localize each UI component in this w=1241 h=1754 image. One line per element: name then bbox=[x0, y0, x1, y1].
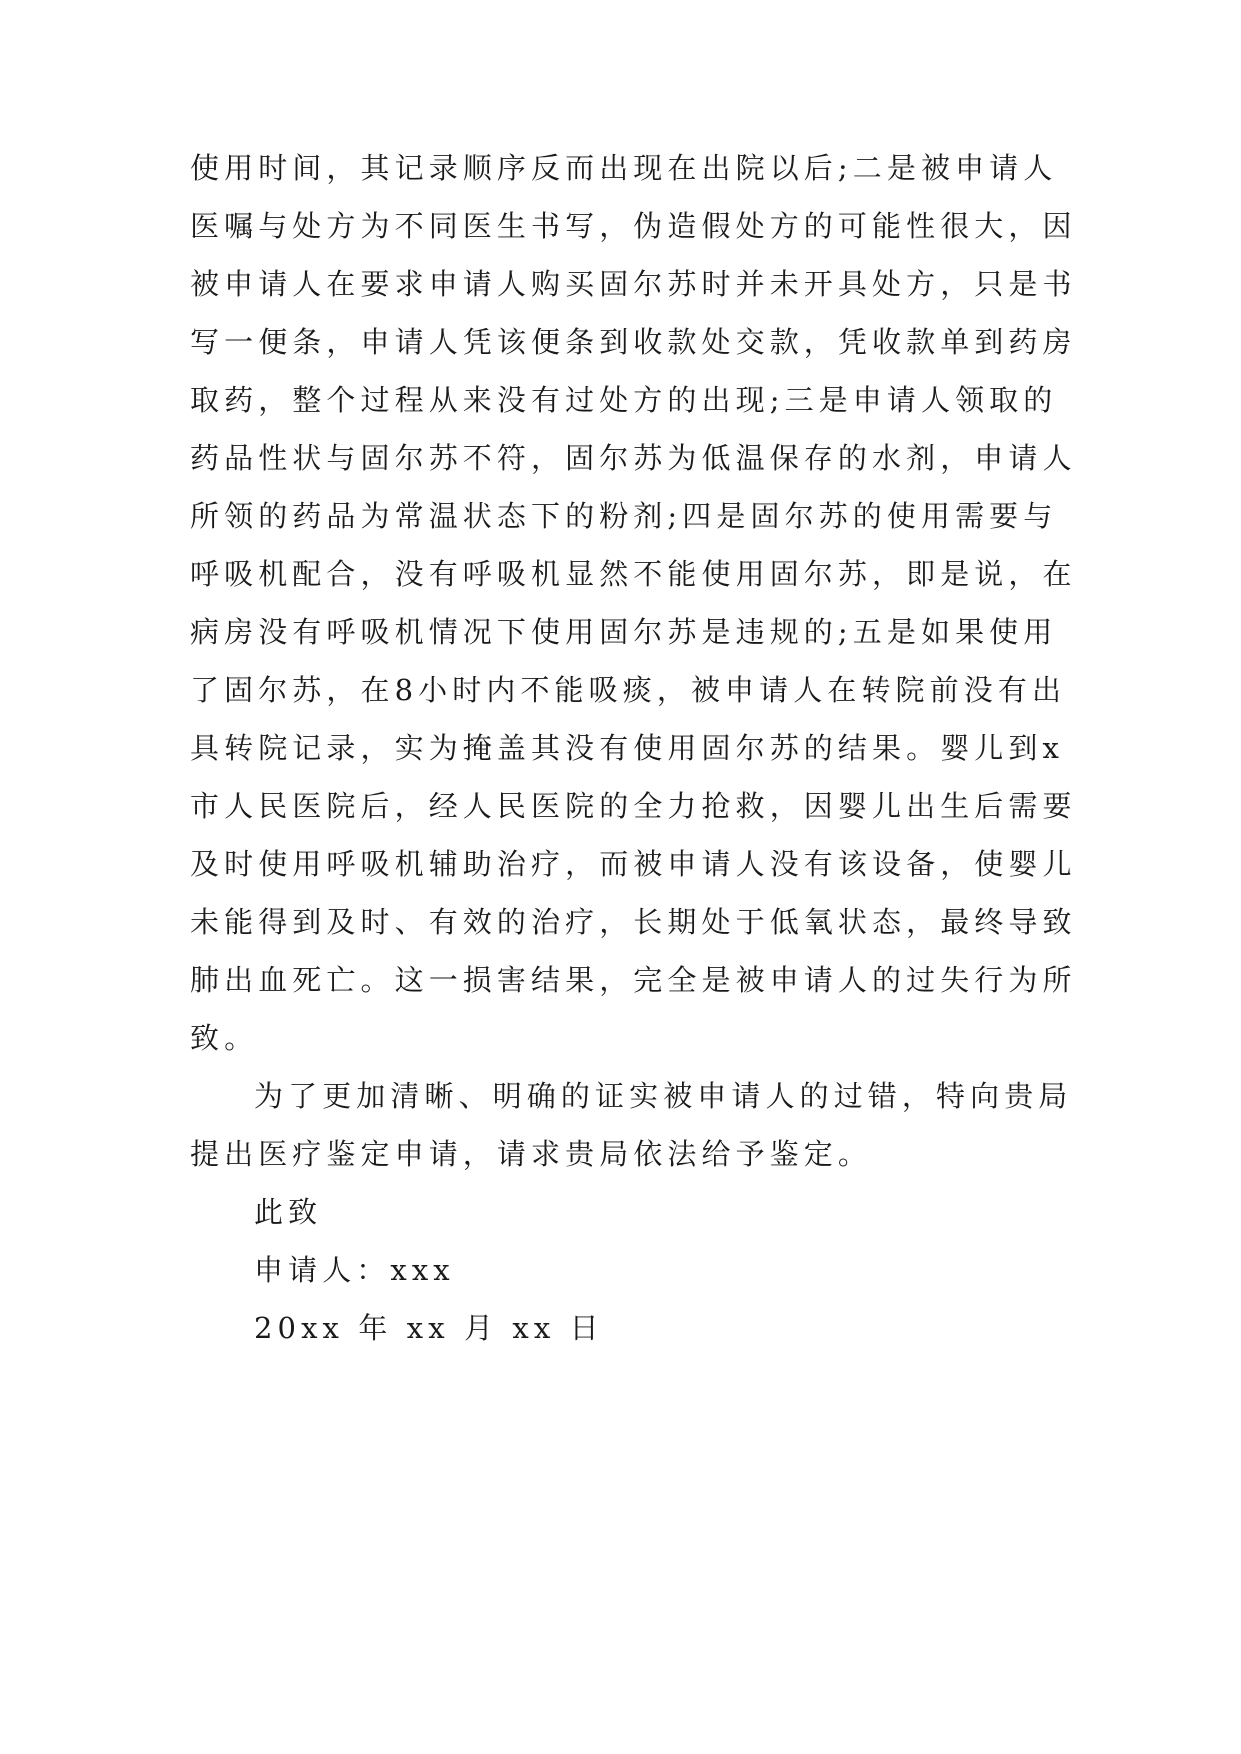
closing-paragraph bbox=[190, 1067, 1073, 1183]
date-line: 20xx 年 xx 月 xx 日 bbox=[254, 1311, 604, 1345]
body-line: 未能得到及时、有效的治疗，长期处于低氧状态，最终导致 bbox=[190, 905, 1077, 939]
salutation: 此致 bbox=[254, 1195, 323, 1229]
body-line: 致。 bbox=[190, 1021, 259, 1055]
signature-block bbox=[190, 1183, 1050, 1357]
applicant-line: 申请人：xxx bbox=[254, 1253, 455, 1287]
body-line: 被申请人在要求申请人购买固尔苏时并未开具处方，只是书 bbox=[190, 267, 1077, 301]
closing-line: 为了更加清晰、明确的证实被申请人的过错，特向贵局 bbox=[254, 1079, 1073, 1113]
body-line: 医嘱与处方为不同医生书写，伪造假处方的可能性很大，因 bbox=[190, 209, 1077, 243]
body-line: 具转院记录，实为掩盖其没有使用固尔苏的结果。婴儿到x bbox=[190, 731, 1064, 765]
body-line: 呼吸机配合，没有呼吸机显然不能使用固尔苏，即是说，在 bbox=[190, 557, 1077, 591]
body-line: 取药，整个过程从来没有过处方的出现;三是申请人领取的 bbox=[190, 383, 1058, 417]
body-line: 了固尔苏，在8小时内不能吸痰，被申请人在转院前没有出 bbox=[190, 673, 1067, 707]
body-line: 及时使用呼吸机辅助治疗，而被申请人没有该设备，使婴儿 bbox=[190, 847, 1077, 881]
body-line: 使用时间，其记录顺序反而出现在出院以后;二是被申请人 bbox=[190, 151, 1058, 185]
body-line: 写一便条，申请人凭该便条到收款处交款，凭收款单到药房 bbox=[190, 325, 1077, 359]
body-line: 市人民医院后，经人民医院的全力抢救，因婴儿出生后需要 bbox=[190, 789, 1077, 823]
body-paragraph bbox=[190, 139, 1077, 1067]
body-line: 肺出血死亡。这一损害结果，完全是被申请人的过失行为所 bbox=[190, 963, 1077, 997]
closing-line: 提出医疗鉴定申请，请求贵局依法给予鉴定。 bbox=[190, 1137, 873, 1171]
body-line: 病房没有呼吸机情况下使用固尔苏是违规的;五是如果使用 bbox=[190, 615, 1058, 649]
body-line: 所领的药品为常温状态下的粉剂;四是固尔苏的使用需要与 bbox=[190, 499, 1058, 533]
body-line: 药品性状与固尔苏不符，固尔苏为低温保存的水剂，申请人 bbox=[190, 441, 1077, 475]
